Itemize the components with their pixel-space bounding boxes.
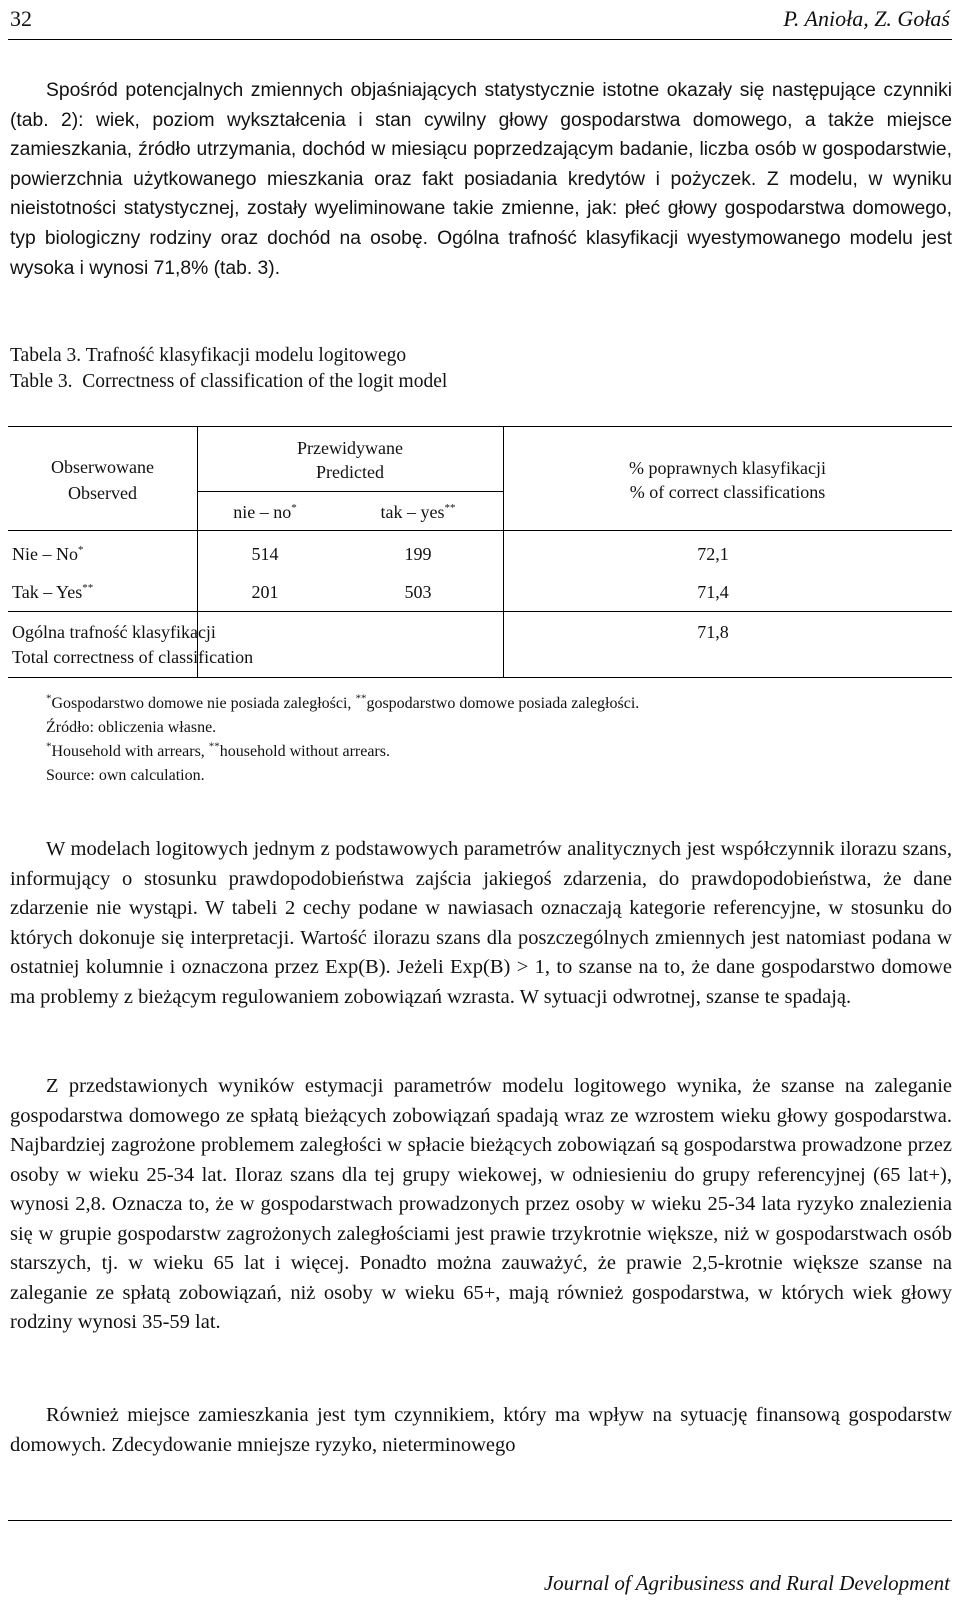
note-3-mark-a: * xyxy=(46,740,52,753)
paragraph-4 xyxy=(10,1401,952,1460)
row-1-pct-value: 72,1 xyxy=(697,544,729,564)
note-1-text-b: gospodarstwo domowe posiada zaległości. xyxy=(366,695,640,712)
note-1-mark-a: * xyxy=(46,692,52,705)
row-2-pct-value: 71,4 xyxy=(697,582,729,602)
paragraph-1 xyxy=(10,76,952,283)
page-number: 32 xyxy=(10,6,32,31)
note-3-text-b: household without arrears. xyxy=(219,743,390,760)
header-col-no-text: nie – no xyxy=(233,502,292,522)
note-3-mark-b: ** xyxy=(208,740,220,753)
header-observed-en: Observed xyxy=(68,483,137,503)
journal-footer: Journal of Agribusiness and Rural Development xyxy=(543,1571,950,1595)
running-header-authors: P. Anioła, Z. Gołaś xyxy=(783,6,950,31)
paragraph-1-text: Spośród potencjalnych zmiennych objaśniających statystycznie istotne okazały się następujące czynniki (tab. 2): wiek, poziom wykształcenia i stan cywilny głowy gospodarstwa domowego, a także miejsce zamieszkania, źródło utrzymania, dochód w miesiącu poprzedzającym badanie, liczba osób w gospodarstwie, powierzchnia użytkowanego mieszkania oraz fakt posiadania kredytów i pożyczek. Z modelu, w wyniku nieistotności statystycznej, zostały wyeliminowane takie zmienne, jak: płeć głowy gospodarstwa domowego, typ biologiczny rodziny oraz dochód na osobę. Ogólna trafność klasyfikacji wyestymowanego modelu jest wysoka i wynosi 71,8% (tab. 3). xyxy=(10,80,952,279)
row-2-label-mark: ** xyxy=(82,582,94,594)
note-legend-pl xyxy=(46,692,639,716)
header-col-yes xyxy=(333,500,503,524)
table-header-rule xyxy=(8,530,952,531)
note-legend-en xyxy=(46,740,390,764)
header-pct-en: % of correct classifications xyxy=(629,482,826,502)
total-label-pl: Ogólna trafność klasyfikacji xyxy=(12,622,216,642)
paragraph-2-text: W modelach logitowych jednym z podstawowych parametrów analitycznych jest współczynnik ilorazu szans, informujący o stosunku prawdopodobieństwa zajścia jakiegoś zdarzenia, do prawdopodobieństwa, że dane zdarzenie nie wystąpi. W tabeli 2 cechy podane w nawiasach oznaczają kategorie referencyjne, w stosunku do których dokonuje się interpretacji. Wartość ilorazu szans dla poszczególnych zmiennych jest natomiast podana w ostatniej kolumnie i oznaczona przez Exp(B). Jeżeli Exp(B) > 1, to szanse na to, że dane gospodarstwo domowe ma problemy z bieżącym regulowaniem zobowiązań wzrasta. W sytuacji odwrotnej, szanse te spadają. xyxy=(10,838,952,1008)
footer-rule xyxy=(8,1520,952,1521)
row-1-label-mark: * xyxy=(78,544,84,556)
row-1-label xyxy=(12,542,84,566)
row-2-no-value: 201 xyxy=(251,582,279,602)
paragraph-3 xyxy=(10,1072,952,1338)
table-top-rule xyxy=(8,426,952,427)
table-caption-en: Table 3. Correctness of classification of the logit model xyxy=(10,371,448,392)
header-pct-pl: % poprawnych klasyfikacji xyxy=(629,458,826,478)
header-observed-pl: Obserwowane xyxy=(51,457,154,477)
total-label-en: Total correctness of classification xyxy=(12,647,254,667)
total-pct-value: 71,8 xyxy=(697,622,729,642)
header-rule xyxy=(8,39,952,40)
table-caption-pl: Tabela 3. Trafność klasyfikacji modelu logitowego xyxy=(10,345,407,366)
note-1-text-a: Gospodarstwo domowe nie posiada zaległości, xyxy=(51,695,356,712)
note-1-mark-b: ** xyxy=(355,692,367,705)
table-body-rule xyxy=(8,611,952,612)
note-source-en: Source: own calculation. xyxy=(46,767,205,784)
table-bottom-rule xyxy=(8,677,952,678)
table-predicted-rule xyxy=(197,491,503,492)
header-col-no-mark: * xyxy=(291,502,297,514)
row-1-no-value: 514 xyxy=(251,544,279,564)
header-predicted-en: Predicted xyxy=(316,462,384,482)
paragraph-2 xyxy=(10,835,952,1012)
row-2-label-text: Tak – Yes xyxy=(12,582,83,602)
paragraph-4-text: Również miejsce zamieszkania jest tym czynnikiem, który ma wpływ na sytuację finansową gospodarstw domowych. Zdecydowanie mniejsze ryzyko, nieterminowego xyxy=(10,1404,952,1456)
header-col-no xyxy=(197,500,333,524)
note-source-pl: Źródło: obliczenia własne. xyxy=(46,719,217,736)
row-1-label-text: Nie – No xyxy=(12,544,78,564)
header-col-yes-text: tak – yes xyxy=(380,502,445,522)
paragraph-3-text: Z przedstawionych wyników estymacji parametrów modelu logitowego wynika, że szanse na zaleganie gospodarstwa domowego ze spłatą bieżących zobowiązań spadają wraz ze wzrostem wieku głowy gospodarstwa. Najbardziej zagrożone problemem zaległości w spłacie bieżących zobowiązań są gospodarstwa prowadzone przez osoby w wieku 25-34 lat. Iloraz szans dla tej grupy wiekowej, w odniesieniu do grupy referencyjnej (65 lat+), wynosi 2,8. Oznacza to, że w gospodarstwach prowadzonych przez osoby w wieku 25-34 lata ryzyko znalezienia się w grupie gospodarstw zagrożonych zaległościami jest prawie trzykrotnie większe, niż w gospodarstwach osób starszych, tj. w wieku 65 lat i więcej. Ponadto można zauważyć, że prawie 2,5-krotnie większe szanse na zaleganie ze spłatą zobowiązań, niż osoby w wieku 65+, mają również gospodarstwa, w których wiek głowy rodziny wynosi 35-59 lat. xyxy=(10,1075,952,1333)
header-predicted-pl: Przewidywane xyxy=(297,438,403,458)
row-2-label xyxy=(12,580,93,604)
header-col-yes-mark: ** xyxy=(444,502,456,514)
note-3-text-a: Household with arrears, xyxy=(51,743,209,760)
row-2-yes-value: 503 xyxy=(404,582,432,602)
row-1-yes-value: 199 xyxy=(404,544,432,564)
